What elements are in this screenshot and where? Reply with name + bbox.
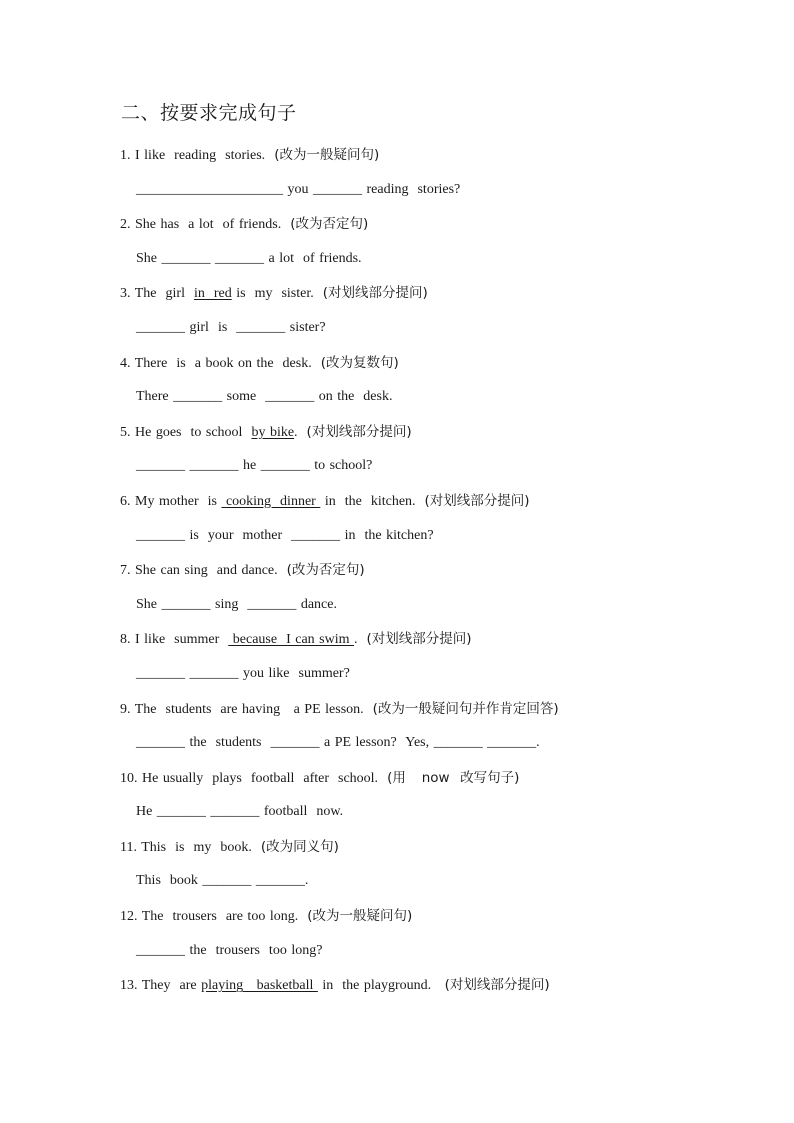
question-text: in the playground. (317, 978, 445, 994)
instruction-text: (改为同义句) (260, 838, 339, 855)
underlined-phrase: by bike (251, 424, 295, 440)
question-text: 1. I like reading stories. (120, 148, 275, 163)
instruction-text: (对划线部分提问) (444, 977, 550, 994)
answer-line (0, 934, 794, 969)
answer-blank-text: _______ is your mother _______ in the kitchen? (136, 527, 434, 543)
answer-blank-text: She _______ sing _______ dance. (136, 596, 337, 612)
instruction-text: (改为复数句) (320, 354, 399, 371)
answer-line (0, 173, 794, 208)
exercise-item (0, 276, 794, 345)
answer-line (0, 380, 794, 415)
question-line (0, 692, 794, 727)
answer-line (0, 864, 794, 899)
question-line (0, 968, 794, 1003)
question-text: 2. She has a lot of friends. (120, 217, 291, 233)
exercise-item (0, 622, 794, 691)
question-text: 13. They are (120, 978, 202, 994)
answer-blank-text: _______ the students _______ a PE lesson? Yes, _______ _______. (136, 735, 540, 751)
answer-blank-text: He _______ _______ football now. (136, 804, 344, 820)
question-text: . (294, 424, 307, 440)
answer-blank-text: _______ girl is _______ sister? (136, 319, 326, 335)
instruction-text: (改为一般疑问句) (274, 147, 380, 163)
question-text: . (354, 632, 367, 648)
question-line (0, 761, 794, 796)
question-text: 9. The students are having a PE lesson. (120, 701, 373, 717)
exercise-item (0, 484, 794, 553)
exercise-item (0, 553, 794, 622)
exercise-item (0, 207, 794, 276)
question-text: 11. This is my book. (120, 839, 261, 855)
question-text: 8. I like summer (120, 632, 229, 648)
exercise-item (0, 761, 794, 830)
question-text: 6. My mother is (120, 493, 222, 509)
instruction-text: (对划线部分提问) (306, 423, 412, 440)
question-line (0, 276, 794, 311)
instruction-text: (改为一般疑问句并作肯定回答) (372, 700, 559, 717)
answer-blank-text: There _______ some _______ on the desk. (136, 389, 393, 405)
exercise-item (0, 899, 794, 968)
exercise-item (0, 830, 794, 899)
question-line (0, 207, 794, 242)
underlined-phrase: because I can swim (228, 632, 354, 648)
instruction-text: (对划线部分提问) (366, 631, 472, 648)
question-line (0, 138, 794, 173)
exercise-item (0, 692, 794, 761)
question-line (0, 553, 794, 588)
answer-line (0, 657, 794, 692)
question-text: 10. He usually plays football after school. (120, 770, 388, 786)
exercise-item (0, 138, 794, 207)
question-line (0, 484, 794, 519)
answer-blank-text: _____________________ you _______ reading stories? (136, 181, 461, 197)
question-text: 3. The girl (120, 286, 194, 302)
exercise-list (0, 138, 794, 1003)
section-title: 二、按要求完成句子 (121, 102, 297, 124)
answer-line (0, 519, 794, 554)
question-text: is my sister. (231, 286, 323, 302)
question-text: 5. He goes to school (120, 424, 252, 440)
question-line (0, 899, 794, 934)
question-text: 4. There is a book on the desk. (120, 355, 321, 371)
exercise-item (0, 415, 794, 484)
answer-blank-text: _______ the trousers too long? (136, 942, 323, 958)
question-line (0, 622, 794, 657)
underlined-phrase: playing basketball (201, 978, 318, 994)
answer-line (0, 588, 794, 623)
instruction-text: (对划线部分提问) (424, 492, 530, 509)
question-line (0, 346, 794, 381)
question-line (0, 830, 794, 865)
question-text: in the kitchen. (320, 493, 425, 509)
exercise-item (0, 346, 794, 415)
answer-blank-text: _______ _______ he _______ to school? (136, 458, 373, 474)
answer-blank-text: She _______ _______ a lot of friends. (136, 250, 362, 266)
answer-line (0, 311, 794, 346)
instruction-text: (改为否定句) (286, 562, 365, 579)
underlined-phrase: in red (193, 286, 232, 302)
answer-blank-text: This book _______ _______. (136, 873, 309, 889)
question-text: 12. The trousers are too long. (120, 909, 308, 925)
underlined-phrase: cooking dinner (221, 493, 321, 509)
instruction-text: (改为否定句) (290, 216, 369, 233)
exercise-item (0, 968, 794, 1003)
instruction-text: (用 now 改写句子) (387, 769, 520, 786)
question-line (0, 415, 794, 450)
answer-blank-text: _______ _______ you like summer? (136, 665, 350, 681)
answer-line (0, 449, 794, 484)
instruction-text: (对划线部分提问) (322, 285, 428, 302)
answer-line (0, 795, 794, 830)
instruction-text: (改为一般疑问句) (307, 908, 413, 925)
answer-line (0, 726, 794, 761)
answer-line (0, 242, 794, 277)
question-text: 7. She can sing and dance. (120, 563, 287, 579)
